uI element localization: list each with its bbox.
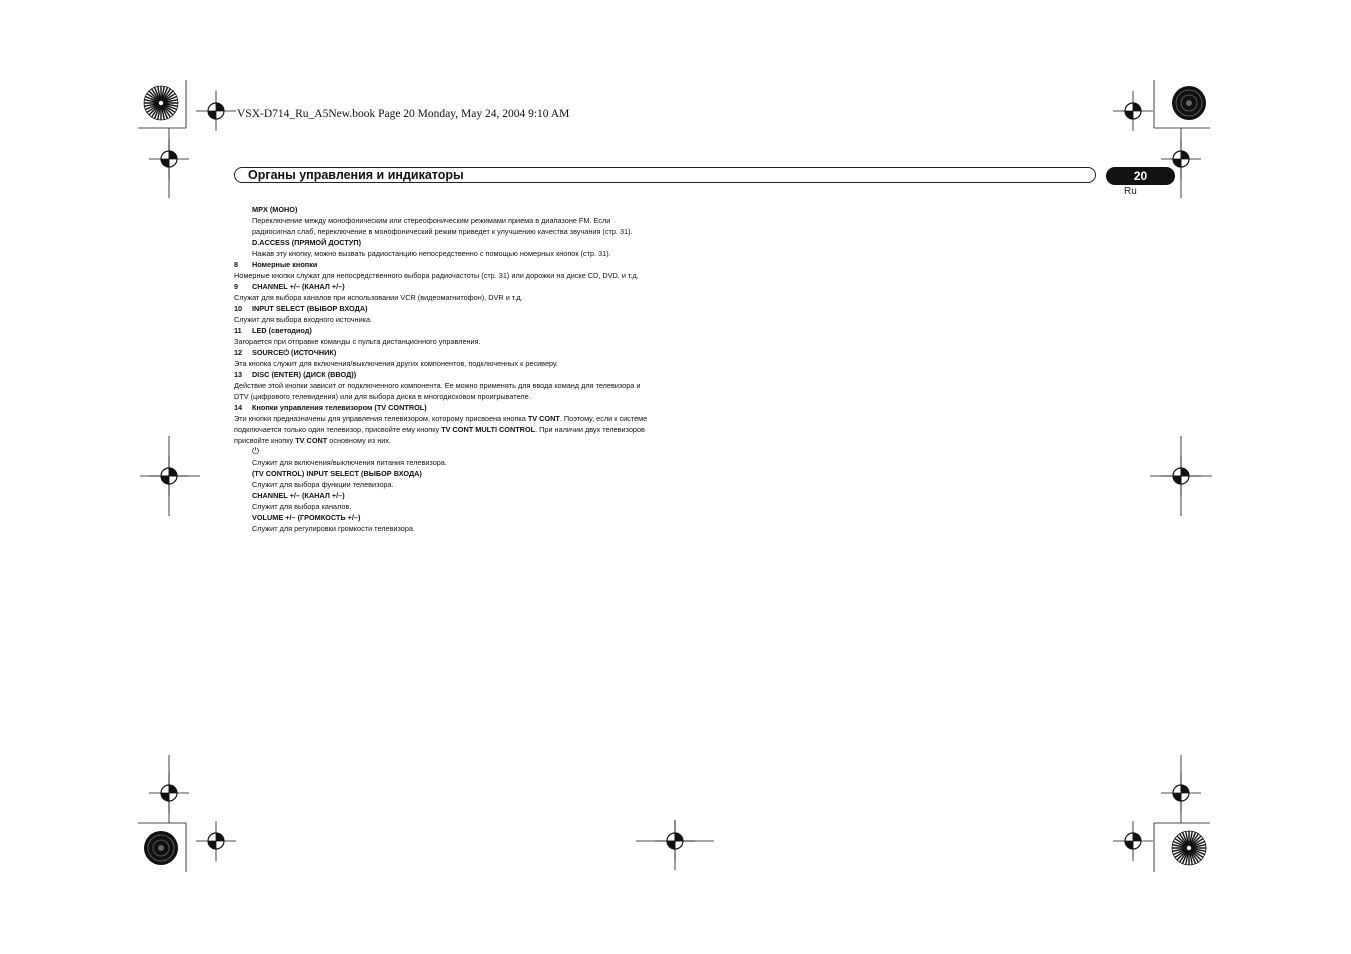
item-text: Служат для выбора каналов при использовании VCR (видеомагнитофон), DVR и т.д. [234, 293, 523, 302]
item-text: Эти кнопки предназначены для управления телевизором, которому присвоена кнопка TV CONT. Поэтому, если к системе подключается только один телевизор, присвойте ему кнопку TV CONT MULTI CONTROL. При наличии двух телевизоров присвойте кнопку TV CONT основному из них. [234, 414, 648, 445]
item-heading: INPUT SELECT (ВЫБОР ВХОДА) [252, 304, 368, 313]
item-heading: CHANNEL +/– (КАНАЛ +/–) [252, 282, 345, 291]
item-number: 8 [234, 260, 239, 269]
item-text: Действие этой кнопки зависит от подключенного компонента. Ее можно применять для ввода команд для телевизора и DTV (цифрового телевидения) или для выбора диска в многодисковом проигрывателе. [234, 381, 641, 401]
language-label: Ru [1124, 186, 1137, 197]
item-heading: Кнопки управления телевизором (TV CONTROL) [252, 403, 427, 412]
item-text: Эта кнопка служит для включения/выключения других компонентов, подключенных к ресиверу. [234, 359, 558, 368]
item-number: 10 [234, 304, 243, 313]
list-item [234, 325, 654, 347]
list-item [234, 347, 654, 369]
item-heading: Номерные кнопки [252, 260, 318, 269]
file-header: VSX-D714_Ru_A5New.book Page 20 Monday, May 24, 2004 9:10 AM [237, 108, 570, 120]
item-number: 13 [234, 370, 243, 379]
section-title-bar [234, 167, 1096, 183]
list-item-tv-control [234, 402, 654, 446]
item-heading: DISC (ENTER) (ДИСК (ВВОД)) [252, 370, 357, 379]
daccess-text: Нажав эту кнопку, можно вызвать радиостанцию непосредственно с помощью номерных кнопок (стр. 31). [252, 249, 611, 258]
mpx-text: Переключение между монофоническим или стереофоническим режимами приема в диапазоне FM. Если радиосигнал слаб, переключение в монофонический режим приведет к улучшению качества звучания (стр. 31). [252, 216, 633, 236]
list-item [234, 259, 654, 281]
item-number: 14 [234, 403, 243, 412]
item-number: 9 [234, 282, 239, 291]
daccess-heading: D.ACCESS (ПРЯМОЙ ДОСТУП) [252, 238, 361, 247]
item-text: Загорается при отправке команды с пульта дистанционного управления. [234, 337, 481, 346]
item-heading: LED (светодиод) [252, 326, 312, 335]
tv-volume-text: Служит для регулировки громкости телевизора. [252, 524, 415, 533]
item-heading: SOURCE⏻ (ИСТОЧНИК) [252, 348, 337, 357]
item-text: Служит для выбора входного источника. [234, 315, 373, 324]
tv-channel-text: Служит для выбора каналов. [252, 502, 352, 511]
tv-power-text: Служит для включения/выключения питания телевизора. [252, 458, 447, 467]
item-text: Номерные кнопки служат для непосредственного выбора радиочастоты (стр. 31) или дорожки на диске CD, DVD, и т.д. [234, 271, 639, 280]
list-item [234, 281, 654, 303]
tv-input-text: Служит для выбора функции телевизора. [252, 480, 394, 489]
page-number: 20 [1106, 167, 1175, 185]
tv-input-heading: (TV CONTROL) INPUT SELECT (ВЫБОР ВХОДА) [252, 469, 422, 478]
mpx-heading: MPX (МОНО) [252, 205, 298, 214]
tv-volume-heading: VOLUME +/– (ГРОМКОСТЬ +/–) [252, 513, 361, 522]
item-number: 11 [234, 326, 242, 335]
power-icon: ⏻ [252, 446, 260, 456]
tv-channel-heading: CHANNEL +/– (КАНАЛ +/–) [252, 491, 345, 500]
item-number: 12 [234, 348, 243, 357]
list-item [234, 303, 654, 325]
page-body [234, 204, 654, 534]
section-title: Органы управления и индикаторы [248, 168, 464, 182]
list-item [234, 369, 654, 402]
